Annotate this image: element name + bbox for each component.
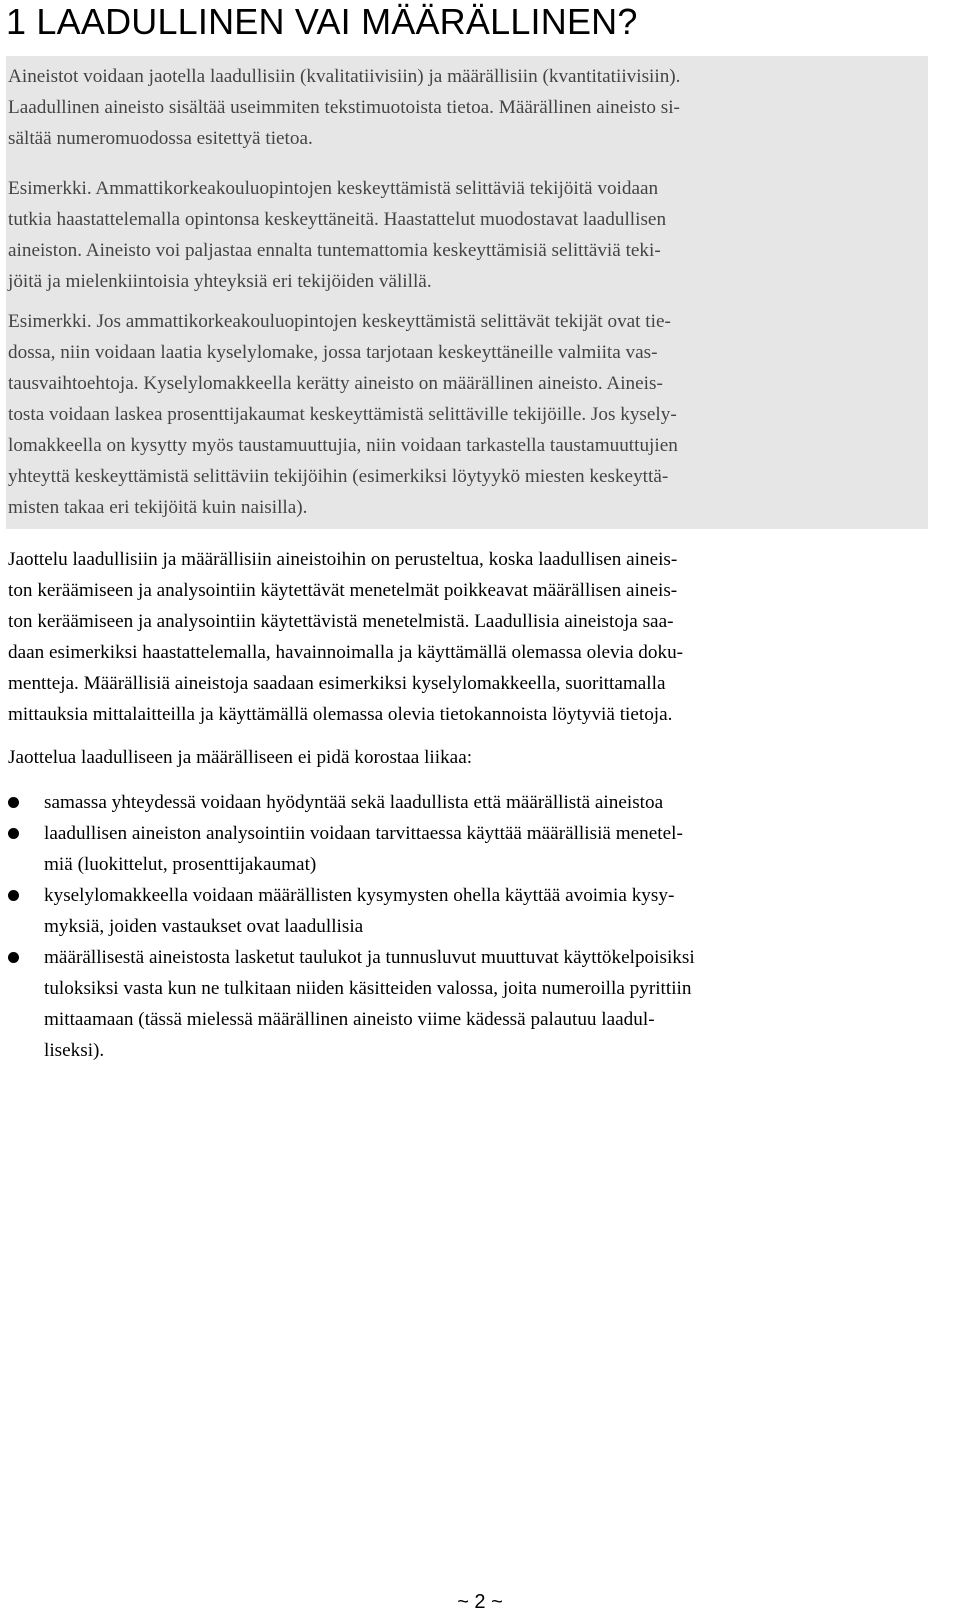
text-line: Laadullinen aineisto sisältää useimmiten tekstimuotoista tietoa. Määrällinen aineisto si-: [8, 97, 680, 118]
text-line: myksiä, joiden vastaukset ovat laadullisia: [44, 916, 364, 937]
bullet-icon: [8, 797, 19, 808]
example-paragraph-1: [8, 173, 666, 297]
text-line: mentteja. Määrällisiä aineistoja saadaan esimerkiksi kyselylomakkeella, suorittamalla: [8, 673, 666, 694]
text-line: daan esimerkiksi haastattelemalla, havainnoimalla ja käyttämällä olemassa olevia doku-: [8, 642, 684, 663]
text-line: dossa, niin voidaan laatia kyselylomake, jossa tarjotaan keskeyttäneille valmiita vas-: [8, 342, 658, 363]
text-line: tausvaihtoehtoja. Kyselylomakkeella kerätty aineisto on määrällinen aineisto. Aineis-: [8, 373, 663, 394]
text-line: määrällisestä aineistosta lasketut taulukot ja tunnusluvut muuttuvat käyttökelpoisiksi: [44, 947, 695, 968]
text-line: samassa yhteydessä voidaan hyödyntää sekä laadullista että määrällistä aineistoa: [44, 792, 664, 813]
bullet-icon: [8, 890, 19, 901]
text-line: Aineistot voidaan jaotella laadullisiin (kvalitatiivisiin) ja määrällisiin (kvantitatiivisiin).: [8, 66, 681, 87]
text-line: mittaamaan (tässä mielessä määrällinen aineisto viime kädessä palautuu laadul-: [44, 1009, 655, 1030]
text-line: jöitä ja mielenkiintoisia yhteyksiä eri tekijöiden välillä.: [8, 271, 432, 292]
bullet-icon: [8, 828, 19, 839]
section-heading: 1 LAADULLINEN VAI MÄÄRÄLLINEN?: [6, 1, 638, 42]
list-item: [8, 880, 695, 942]
text-line: sältää numeromuodossa esitettyä tietoa.: [8, 128, 313, 149]
text-line: laadullisen aineiston analysointiin voidaan tarvittaessa käyttää määrällisiä menetel-: [44, 823, 683, 844]
text-line: lomakkeella on kysytty myös taustamuuttujia, niin voidaan tarkastella taustamuuttujien: [8, 435, 678, 456]
text-line: tutkia haastattelemalla opintonsa keskeyttäneitä. Haastattelut muodostavat laadullisen: [8, 209, 667, 230]
text-line: aineiston. Aineisto voi paljastaa ennalta tuntemattomia keskeyttämisiä selittäviä teki-: [8, 240, 661, 261]
example-paragraph-2: [8, 306, 678, 523]
text-line: Esimerkki. Jos ammattikorkeakouluopintojen keskeyttämistä selittävät tekijät ovat tie-: [8, 311, 671, 332]
list-intro: [8, 742, 472, 773]
list-item: [8, 787, 695, 818]
text-line: ton keräämiseen ja analysointiin käytettävistä menetelmistä. Laadullisia aineistoja saa-: [8, 611, 674, 632]
text-line: tuloksiksi vasta kun ne tulkitaan niiden käsitteiden valossa, joita numeroilla pyrittiin: [44, 978, 692, 999]
text-line: mittauksia mittalaitteilla ja käyttämällä olemassa olevia tietokannoista löytyviä tietoja.: [8, 704, 673, 725]
text-line: liseksi).: [44, 1040, 105, 1061]
list-item: [8, 942, 695, 1066]
text-line: Jaottelu laadullisiin ja määrällisiin aineistoihin on perusteltua, koska laadullisen aineis-: [8, 549, 678, 570]
text-line: misten takaa eri tekijöitä kuin naisilla).: [8, 497, 308, 518]
text-line: Esimerkki. Ammattikorkeakouluopintojen keskeyttämistä selittäviä tekijöitä voidaan: [8, 178, 659, 199]
text-line: kyselylomakkeella voidaan määrällisten kysymysten ohella käyttää avoimia kysy-: [44, 885, 675, 906]
text-line: yhteyttä keskeyttämistä selittäviin tekijöihin (esimerkiksi löytyykö miesten keskeyttä-: [8, 466, 669, 487]
list-item: [8, 818, 695, 880]
bullet-icon: [8, 952, 19, 963]
text-line: tosta voidaan laskea prosenttijakaumat keskeyttämistä selittäville tekijöille. Jos kysely-: [8, 404, 677, 425]
bullet-list: [8, 787, 695, 1066]
text-line: ton keräämiseen ja analysointiin käytettävät menetelmät poikkeavat määrällisen aineis-: [8, 580, 678, 601]
body-paragraph: [8, 544, 683, 730]
text-line: miä (luokittelut, prosenttijakaumat): [44, 854, 317, 875]
page-number: ~ 2 ~: [457, 1591, 503, 1613]
intro-paragraph: [8, 61, 680, 154]
text-line: Jaottelua laadulliseen ja määrälliseen ei pidä korostaa liikaa:: [8, 747, 473, 768]
